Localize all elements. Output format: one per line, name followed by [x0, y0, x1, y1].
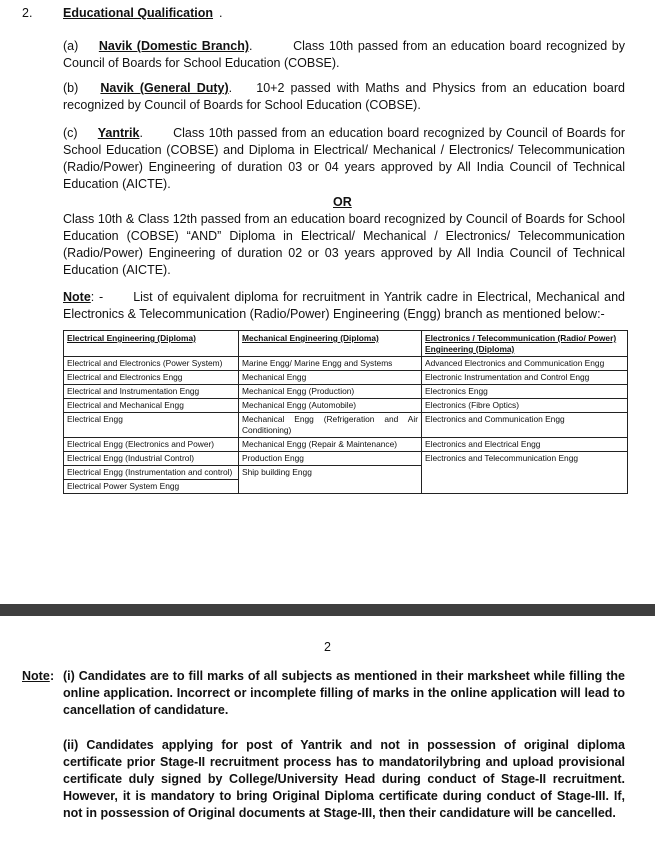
item-b-marker: (b) — [63, 81, 79, 95]
item-c — [63, 125, 625, 193]
item-a-text: Class 10th passed from an education board recognized by Council of Boards for School Education (COBSE). — [63, 39, 625, 70]
table-cell: Mechanical Engg (Automobile) — [239, 399, 422, 413]
item-c-text: Class 10th passed from an education board recognized by Council of Boards for School Education (COBSE) and Diploma in Electrical/ Mechanical / Electronics/ Telecommunication (Radio/Power) Engineering of duration 03 or 04 years approved by All India Council of Technical Education (AICTE). — [63, 126, 625, 191]
item-a-punct: . — [249, 39, 253, 53]
table-cell: Production Engg — [239, 452, 422, 466]
table-cell — [239, 480, 422, 494]
note2-item-ii: (ii) Candidates applying for post of Yantrik and not in possession of original diploma certificate prior Stage-II recruitment process has to mandatorilybring and upload provisional certificate duly signed by College/University Head during conduct of Stage-II recruitment. However, it is mandatory to bring Original Diploma certificate during conduct of Stage-III. If, not in possession of Original documents at Stage-III, then their candidature will be cancelled. — [63, 738, 625, 820]
table-row — [64, 413, 628, 438]
table-cell: Electrical and Instrumentation Engg — [64, 385, 239, 399]
note-sep: : - — [90, 290, 104, 304]
page-separator — [0, 604, 655, 616]
table-row — [64, 357, 628, 371]
header-mechanical: Mechanical Engineering (Diploma) — [239, 331, 422, 357]
item-a — [63, 38, 625, 72]
section-title-text: Educational Qualification — [63, 6, 214, 20]
table-cell: Electronics (Fibre Optics) — [422, 399, 628, 413]
table-row — [64, 399, 628, 413]
table-cell — [422, 466, 628, 480]
table-cell: Electrical and Electronics (Power System) — [64, 357, 239, 371]
item-c-marker: (c) — [63, 126, 78, 140]
table-row — [64, 385, 628, 399]
item-b — [63, 80, 625, 114]
table-header-row — [64, 331, 628, 357]
table-cell: Electrical Engg (Electronics and Power) — [64, 438, 239, 452]
section-number: 2. — [22, 6, 33, 20]
note2-label — [22, 668, 50, 685]
header-electronics: Electronics / Telecommunication (Radio/ Power) Engineering (Diploma) — [422, 331, 628, 357]
note2-item-i: (i) Candidates are to fill marks of all subjects as mentioned in their marksheet while filling the online application. Incorrect or incomplete filling of marks in the online application will lead to cancellation of candidature. — [63, 669, 625, 717]
table-cell: Ship building Engg — [239, 466, 422, 480]
table-cell: Electrical and Electronics Engg — [64, 371, 239, 385]
table-cell: Electronics and Communication Engg — [422, 413, 628, 438]
table-row — [64, 466, 628, 480]
table-cell: Electronic Instrumentation and Control Engg — [422, 371, 628, 385]
item-b-punct: . — [228, 81, 233, 95]
table-row — [64, 480, 628, 494]
item-c-label: Yantrik — [97, 126, 140, 140]
item-c-punct: . — [139, 126, 143, 140]
table-cell — [422, 480, 628, 494]
table-cell: Electrical Power System Engg — [64, 480, 239, 494]
note-equivalent-diploma — [63, 289, 625, 323]
table-cell: Advanced Electronics and Communication Engg — [422, 357, 628, 371]
or-divider: OR — [333, 195, 352, 209]
table-cell: Electrical Engg — [64, 413, 239, 438]
section-title — [63, 6, 213, 20]
item-b-label: Navik (General Duty) — [100, 81, 229, 95]
table-cell: Mechanical Engg (Repair & Maintenance) — [239, 438, 422, 452]
document-page-2 — [0, 616, 655, 846]
note-text: List of equivalent diploma for recruitment in Yantrik cadre in Electrical, Mechanical and Electronics & Telecommunication (Radio/Power) Engineering (Engg) branch as mentioned below:- — [63, 290, 625, 321]
item-b-text: 10+2 passed with Maths and Physics from an education board recognized by Council of Boards for School Education (COBSE). — [63, 81, 625, 112]
table-row — [64, 438, 628, 452]
note2-label-text: Note — [22, 669, 50, 683]
header-electrical: Electrical Engineering (Diploma) — [64, 331, 239, 357]
table-cell: Mechanical Engg (Refrigeration and Air Conditioning) — [239, 413, 422, 438]
table-cell: Mechanical Engg — [239, 371, 422, 385]
table-cell: Marine Engg/ Marine Engg and Systems — [239, 357, 422, 371]
table-cell: Electrical and Mechanical Engg — [64, 399, 239, 413]
alternative-qualification: Class 10th & Class 12th passed from an education board recognized by Council of Boards for School Education (COBSE) “AND” Diploma in Electrical/ Mechanical / Electronics/ Telecommunication (Radio/Power) Engineering of duration 02 or 03 years approved by All India Council of Technical Education (AICTE). — [63, 212, 625, 277]
item-a-label: Navik (Domestic Branch) — [98, 39, 250, 53]
note2-colon: : — [50, 669, 55, 683]
equivalent-diploma-table — [63, 330, 628, 494]
table-cell: Electronics and Telecommunication Engg — [422, 452, 628, 466]
section-title-punct: . — [219, 6, 223, 20]
table-cell: Electrical Engg (Industrial Control) — [64, 452, 239, 466]
table-cell: Electrical Engg (Instrumentation and control) — [64, 466, 239, 480]
page-number: 2 — [324, 640, 331, 654]
item-a-marker: (a) — [63, 39, 79, 53]
table-cell: Electronics Engg — [422, 385, 628, 399]
table-row — [64, 452, 628, 466]
table-cell: Mechanical Engg (Production) — [239, 385, 422, 399]
table-row — [64, 371, 628, 385]
table-cell: Electronics and Electrical Engg — [422, 438, 628, 452]
note-label: Note — [63, 290, 91, 304]
